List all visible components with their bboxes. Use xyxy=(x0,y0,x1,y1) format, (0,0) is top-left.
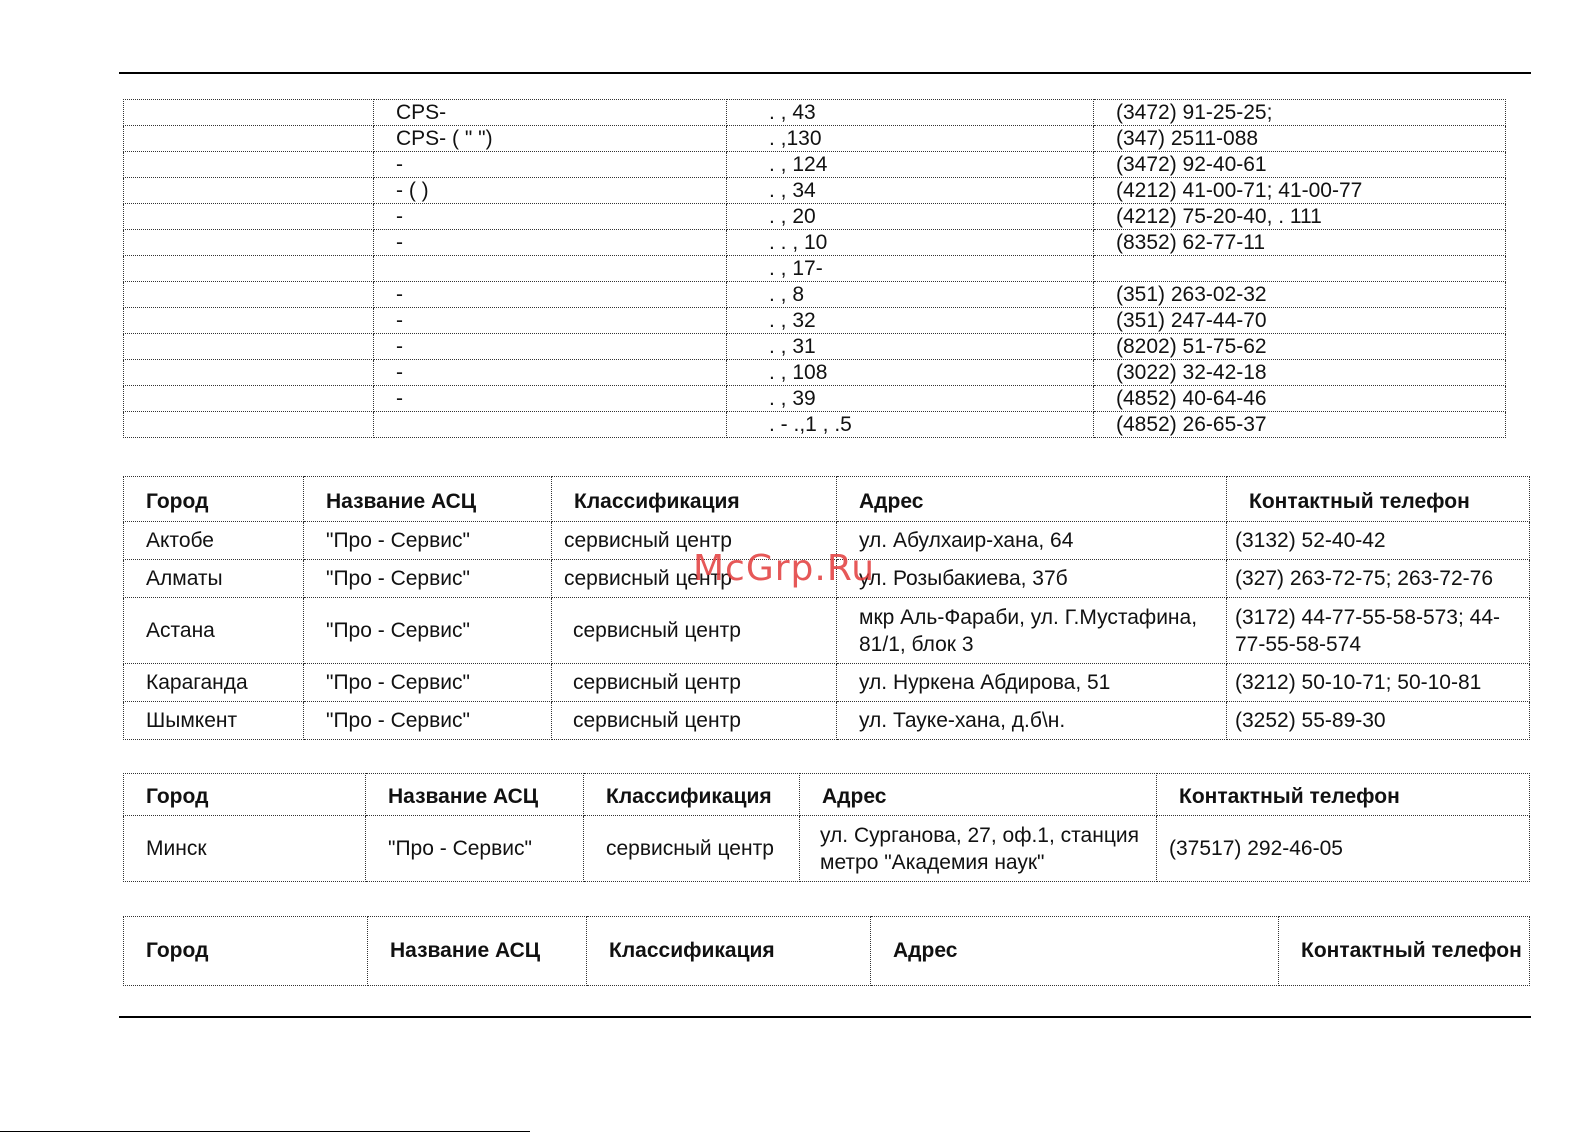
center-name-cell: - xyxy=(374,204,727,230)
center-name-cell: - xyxy=(374,152,727,178)
table-row xyxy=(124,282,1506,308)
city-cell xyxy=(124,178,374,204)
center-name-cell: - xyxy=(374,230,727,256)
phone-cell xyxy=(1094,256,1506,282)
city-cell xyxy=(124,204,374,230)
table-header-row xyxy=(124,917,1530,986)
phone-cell: (3132) 52-40-42 xyxy=(1227,522,1530,560)
center-name-cell: - xyxy=(374,360,727,386)
address-cell: . , 32 xyxy=(727,308,1094,334)
phone-cell: (3212) 50-10-71; 50-10-81 xyxy=(1227,664,1530,702)
center-name-cell: - xyxy=(374,334,727,360)
phone-cell: (3472) 92-40-61 xyxy=(1094,152,1506,178)
center-name-cell: CPS- ( " ") xyxy=(374,126,727,152)
table-row xyxy=(124,256,1506,282)
header-city: Город xyxy=(124,917,368,986)
table-row xyxy=(124,204,1506,230)
center-name-cell: - xyxy=(374,308,727,334)
city-cell xyxy=(124,100,374,126)
phone-cell: (3472) 91-25-25; xyxy=(1094,100,1506,126)
phone-cell: (3172) 44-77-55-58-573; 44-77-55-58-574 xyxy=(1227,598,1530,664)
table-row xyxy=(124,702,1530,740)
address-cell: . . , 10 xyxy=(727,230,1094,256)
bottom-rule xyxy=(119,1016,1531,1018)
table-row xyxy=(124,412,1506,438)
phone-cell: (8352) 62-77-11 xyxy=(1094,230,1506,256)
center-name-cell: - ( ) xyxy=(374,178,727,204)
classification-cell: сервисный центр xyxy=(584,816,800,882)
address-cell: . , 124 xyxy=(727,152,1094,178)
table-header-row xyxy=(124,477,1530,522)
city-cell xyxy=(124,386,374,412)
header-classification: Классификация xyxy=(584,774,800,816)
table-row xyxy=(124,816,1530,882)
center-name-cell: "Про - Сервис" xyxy=(304,560,552,598)
classification-cell: сервисный центр xyxy=(552,598,837,664)
phone-cell: (4852) 26-65-37 xyxy=(1094,412,1506,438)
watermark: McGrp.Ru xyxy=(693,548,876,589)
classification-cell: сервисный центр xyxy=(552,664,837,702)
city-cell xyxy=(124,412,374,438)
table-row xyxy=(124,178,1506,204)
center-name-cell xyxy=(374,256,727,282)
table-row xyxy=(124,308,1506,334)
address-cell: . , 31 xyxy=(727,334,1094,360)
classification-cell: сервисный центр xyxy=(552,702,837,740)
city-cell: Актобе xyxy=(124,522,304,560)
phone-cell: (8202) 51-75-62 xyxy=(1094,334,1506,360)
header-classification: Классификация xyxy=(552,477,837,522)
address-cell: . ,130 xyxy=(727,126,1094,152)
header-phone: Контактный телефон xyxy=(1227,477,1530,522)
city-cell: Караганда xyxy=(124,664,304,702)
city-cell: Шымкент xyxy=(124,702,304,740)
phone-cell: (351) 263-02-32 xyxy=(1094,282,1506,308)
address-cell: . , 43 xyxy=(727,100,1094,126)
header-city: Город xyxy=(124,477,304,522)
center-name-cell: - xyxy=(374,386,727,412)
center-name-cell: CPS- xyxy=(374,100,727,126)
classification-cell: сервисный центр xyxy=(552,560,837,598)
table-row xyxy=(124,664,1530,702)
center-name-cell: - xyxy=(374,282,727,308)
table-row xyxy=(124,126,1506,152)
header-phone: Контактный телефон xyxy=(1157,774,1530,816)
header-city: Город xyxy=(124,774,366,816)
service-centers-table-header-only xyxy=(123,916,1530,986)
address-cell: . - .,1 , .5 xyxy=(727,412,1094,438)
center-name-cell: "Про - Сервис" xyxy=(366,816,584,882)
phone-cell: (4212) 75-20-40, . 111 xyxy=(1094,204,1506,230)
center-name-cell: "Про - Сервис" xyxy=(304,664,552,702)
phone-cell: (351) 247-44-70 xyxy=(1094,308,1506,334)
header-center-name: Название АСЦ xyxy=(304,477,552,522)
table-row xyxy=(124,598,1530,664)
phone-cell: (4212) 41-00-71; 41-00-77 xyxy=(1094,178,1506,204)
address-cell: ул. Сурганова, 27, оф.1, станция метро "Академия наук" xyxy=(800,816,1157,882)
table-row xyxy=(124,334,1506,360)
header-address: Адрес xyxy=(871,917,1279,986)
phone-cell: (347) 2511-088 xyxy=(1094,126,1506,152)
service-centers-table-belarus xyxy=(123,773,1530,882)
address-cell: ул. Розыбакиева, 37б xyxy=(837,560,1227,598)
address-cell: . , 39 xyxy=(727,386,1094,412)
address-cell: ул. Тауке-хана, д.б\н. xyxy=(837,702,1227,740)
address-cell: мкр Аль-Фараби, ул. Г.Мустафина, 81/1, блок 3 xyxy=(837,598,1227,664)
center-name-cell: "Про - Сервис" xyxy=(304,702,552,740)
address-cell: . , 8 xyxy=(727,282,1094,308)
phone-cell: (4852) 40-64-46 xyxy=(1094,386,1506,412)
table-header-row xyxy=(124,774,1530,816)
address-cell: . , 17- xyxy=(727,256,1094,282)
address-cell: ул. Абулхаир-хана, 64 xyxy=(837,522,1227,560)
city-cell xyxy=(124,126,374,152)
header-address: Адрес xyxy=(800,774,1157,816)
city-cell xyxy=(124,230,374,256)
city-cell xyxy=(124,152,374,178)
service-centers-table-1 xyxy=(123,99,1506,438)
phone-cell: (37517) 292-46-05 xyxy=(1157,816,1530,882)
city-cell xyxy=(124,308,374,334)
city-cell: Минск xyxy=(124,816,366,882)
header-address: Адрес xyxy=(837,477,1227,522)
phone-cell: (3252) 55-89-30 xyxy=(1227,702,1530,740)
header-center-name: Название АСЦ xyxy=(366,774,584,816)
city-cell xyxy=(124,334,374,360)
top-rule xyxy=(119,72,1531,74)
service-centers-table-kazakhstan xyxy=(123,476,1530,740)
table-row xyxy=(124,230,1506,256)
city-cell xyxy=(124,256,374,282)
table-row xyxy=(124,386,1506,412)
classification-cell: сервисный центр xyxy=(552,522,837,560)
center-name-cell: "Про - Сервис" xyxy=(304,522,552,560)
address-cell: . , 20 xyxy=(727,204,1094,230)
address-cell: . , 108 xyxy=(727,360,1094,386)
city-cell: Астана xyxy=(124,598,304,664)
phone-cell: (3022) 32-42-18 xyxy=(1094,360,1506,386)
city-cell: Алматы xyxy=(124,560,304,598)
header-phone: Контактный телефон xyxy=(1279,917,1530,986)
table-row xyxy=(124,360,1506,386)
footer-rule xyxy=(0,1131,530,1132)
center-name-cell xyxy=(374,412,727,438)
table-row xyxy=(124,152,1506,178)
center-name-cell: "Про - Сервис" xyxy=(304,598,552,664)
table-row xyxy=(124,100,1506,126)
city-cell xyxy=(124,282,374,308)
address-cell: . , 34 xyxy=(727,178,1094,204)
address-cell: ул. Нуркена Абдирова, 51 xyxy=(837,664,1227,702)
header-classification: Классификация xyxy=(587,917,871,986)
city-cell xyxy=(124,360,374,386)
phone-cell: (327) 263-72-75; 263-72-76 xyxy=(1227,560,1530,598)
header-center-name: Название АСЦ xyxy=(368,917,587,986)
